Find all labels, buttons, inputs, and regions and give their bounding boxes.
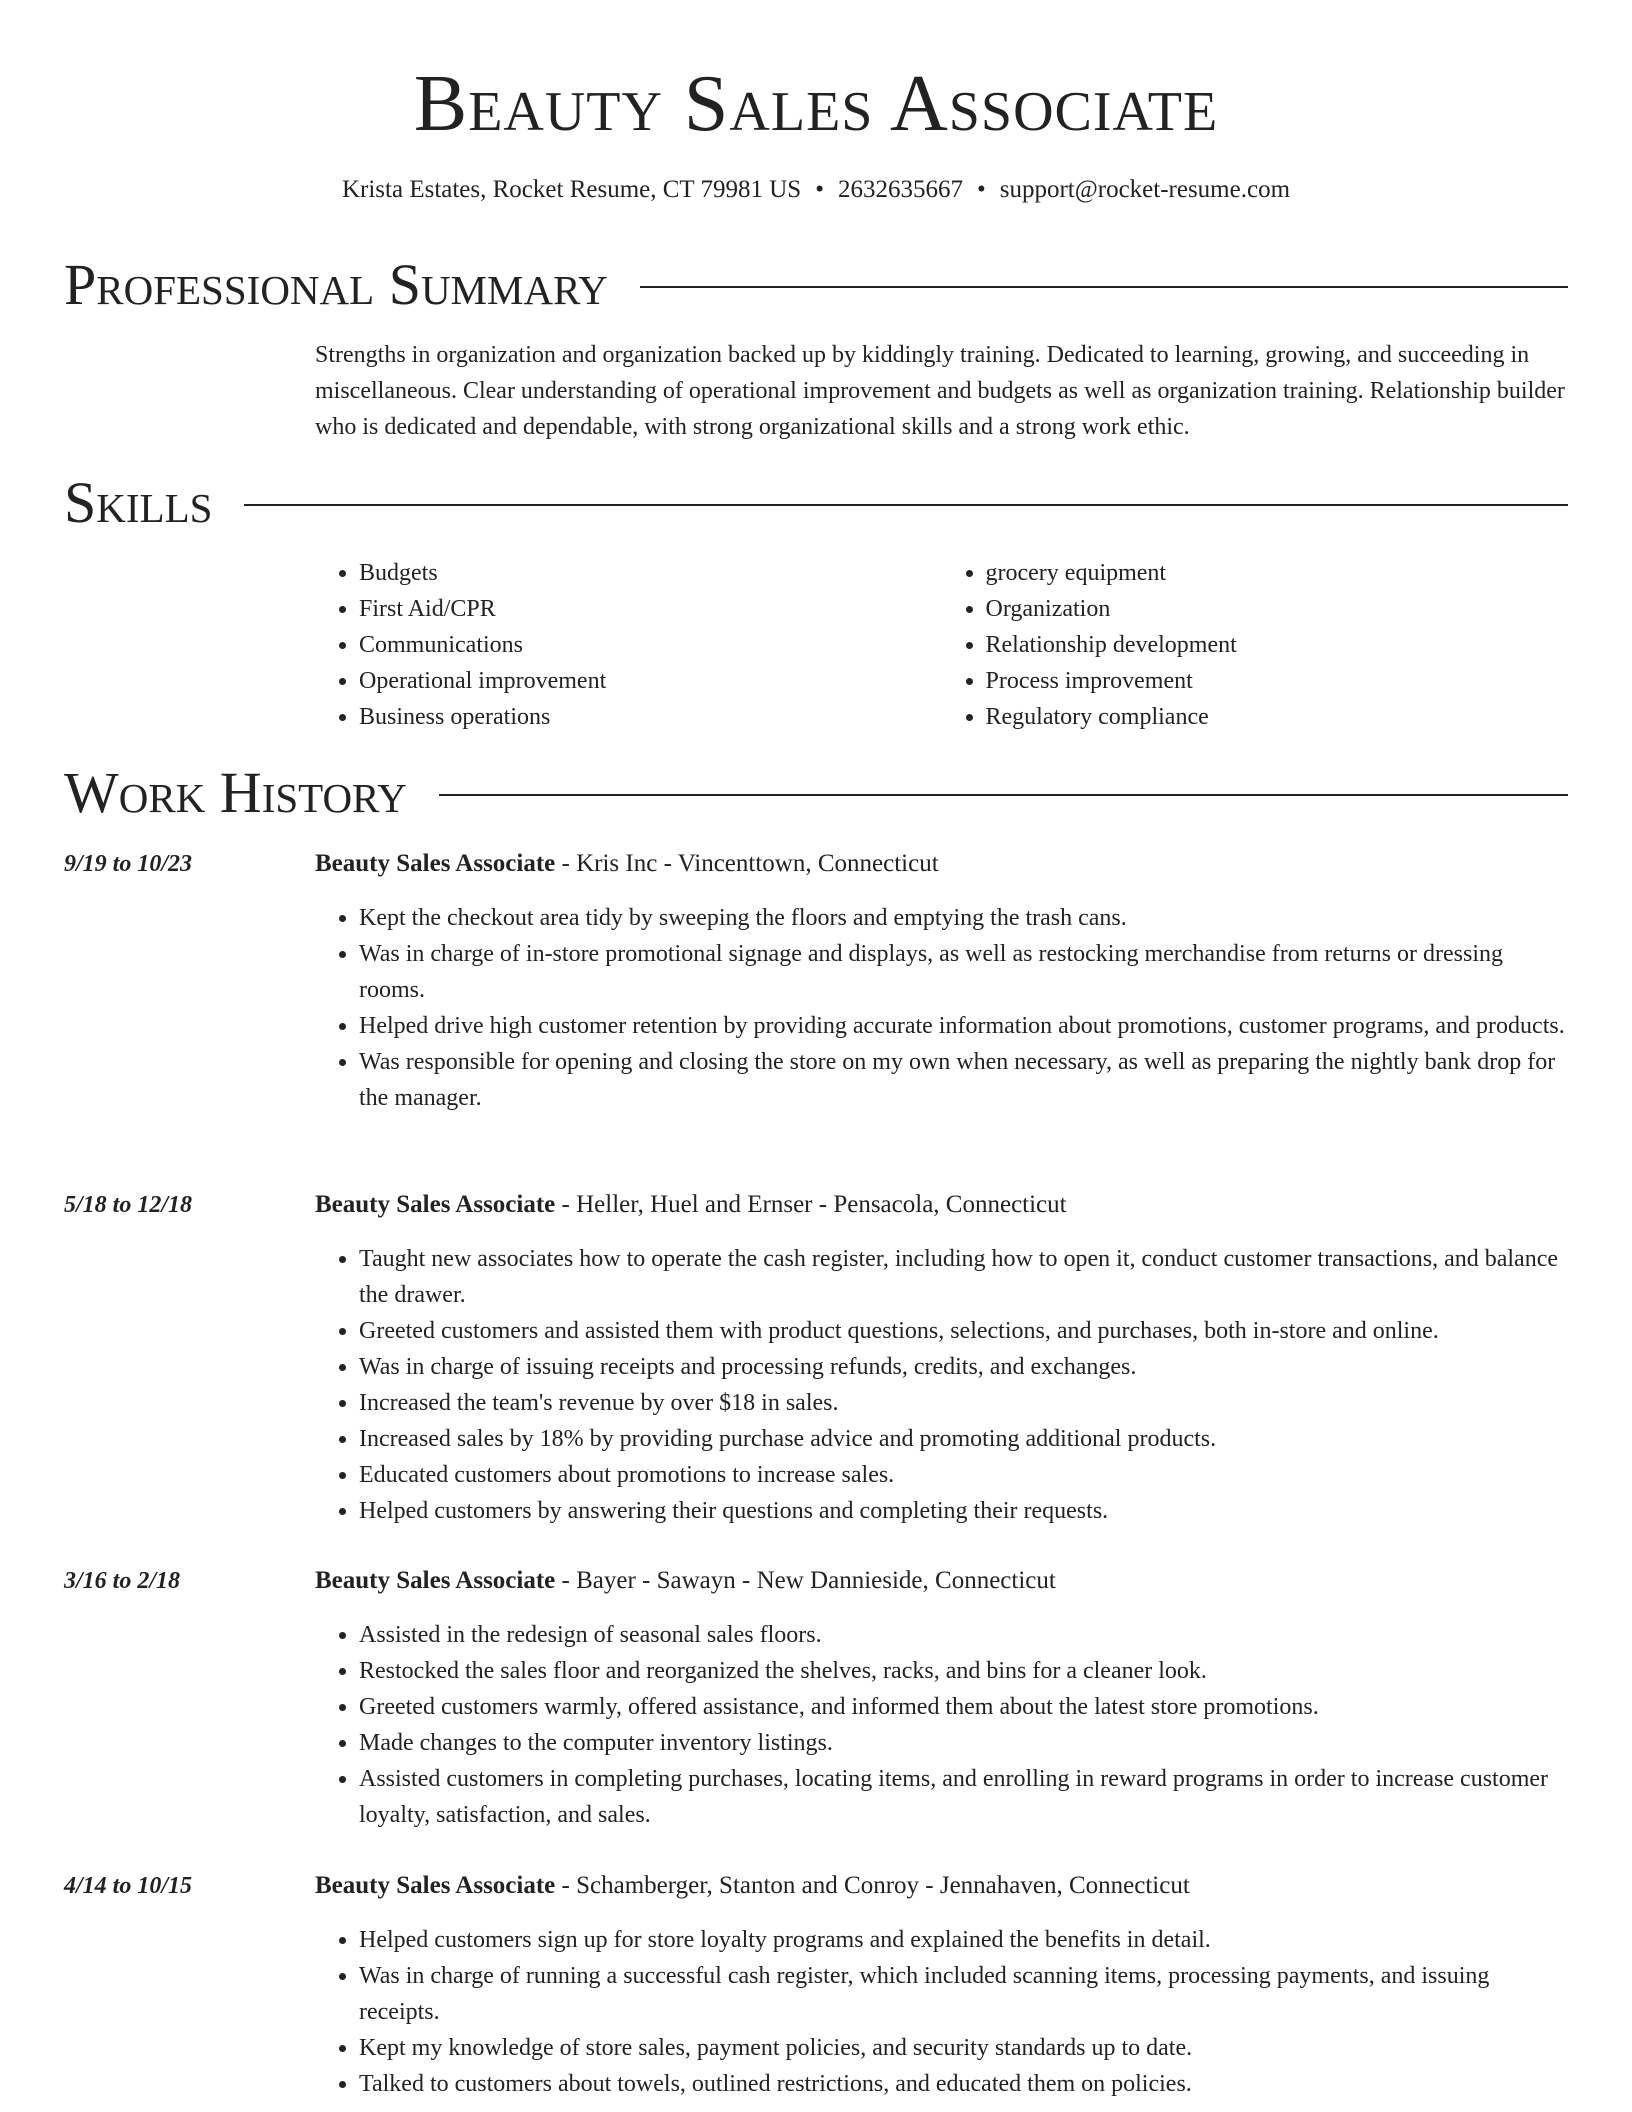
skills-body bbox=[315, 555, 1568, 735]
work-heading: Work History bbox=[64, 760, 407, 825]
skill-item: • Organization bbox=[986, 591, 1569, 627]
skill-item: • grocery equipment bbox=[986, 555, 1569, 591]
job-bullet: • Helped drive high customer retention by providing accurate information about promotions, customer programs, and products. bbox=[359, 1008, 1568, 1044]
job-bullet: • Taught new associates how to operate the cash register, including how to open it, conduct customer transactions, and balance the drawer. bbox=[359, 1241, 1568, 1313]
summary-heading: Professional Summary bbox=[64, 252, 608, 317]
job-employer: - Kris Inc - Vincenttown, Connecticut bbox=[555, 850, 939, 877]
job-bullet: • Helped customers sign up for store loyalty programs and explained the benefits in detail. bbox=[359, 1922, 1568, 1958]
section-divider bbox=[244, 504, 1568, 506]
contact-line bbox=[64, 173, 1568, 207]
job-bullets bbox=[315, 1922, 1568, 2102]
job-bullets bbox=[315, 1617, 1568, 1833]
skill-item: • First Aid/CPR bbox=[359, 591, 942, 627]
summary-body bbox=[315, 337, 1568, 445]
job-title: Beauty Sales Associate bbox=[315, 850, 556, 877]
job-dates: 3/16 to 2/18 bbox=[64, 1568, 181, 1594]
job-title-line bbox=[315, 1563, 1568, 1599]
job-bullet: • Assisted customers in completing purchases, locating items, and enrolling in reward programs in order to increase customer loyalty, satisfaction, and sales. bbox=[359, 1761, 1568, 1833]
contact-separator: • bbox=[976, 176, 986, 203]
section-divider bbox=[640, 286, 1568, 288]
job-bullet: • Was in charge of in-store promotional signage and displays, as well as restocking merchandise from returns or dressing rooms. bbox=[359, 936, 1568, 1008]
job-bullet: • Was in charge of running a successful cash register, which included scanning items, processing payments, and issuing receipts. bbox=[359, 1958, 1568, 2030]
job-bullet: • Talked to customers about towels, outlined restrictions, and educated them on policies. bbox=[359, 2066, 1568, 2102]
job-dates: 4/14 to 10/15 bbox=[64, 1873, 193, 1899]
skill-item: • Regulatory compliance bbox=[986, 699, 1569, 735]
skills-list-left bbox=[315, 555, 942, 735]
job-bullet: • Made changes to the computer inventory listings. bbox=[359, 1725, 1568, 1761]
job-bullet: • Kept the checkout area tidy by sweeping the floors and emptying the trash cans. bbox=[359, 900, 1568, 936]
skill-item: • Budgets bbox=[359, 555, 942, 591]
section-divider bbox=[439, 794, 1568, 796]
contact-phone: 2632635667 bbox=[837, 176, 963, 203]
job-title-line bbox=[315, 1187, 1568, 1223]
resume-page bbox=[64, 0, 1568, 2097]
job-bullet: • Greeted customers and assisted them with product questions, selections, and purchases, both in-store and online. bbox=[359, 1313, 1568, 1349]
skill-item: • Process improvement bbox=[986, 663, 1569, 699]
job-bullet: • Increased sales by 18% by providing purchase advice and promoting additional products. bbox=[359, 1421, 1568, 1457]
resume-name: Beauty Sales Associate bbox=[413, 60, 1219, 148]
job-title: Beauty Sales Associate bbox=[315, 1191, 556, 1218]
contact-address: Krista Estates, Rocket Resume, CT 79981 US bbox=[341, 176, 802, 203]
work-section-header bbox=[64, 760, 1568, 826]
job-title: Beauty Sales Associate bbox=[315, 1872, 556, 1899]
job-dates: 5/18 to 12/18 bbox=[64, 1192, 193, 1218]
skill-item: • Operational improvement bbox=[359, 663, 942, 699]
skills-heading: Skills bbox=[64, 470, 213, 535]
job-employer: - Bayer - Sawayn - New Dannieside, Connecticut bbox=[555, 1567, 1056, 1594]
skill-item: • Relationship development bbox=[986, 627, 1569, 663]
job-employer: - Heller, Huel and Ernser - Pensacola, Connecticut bbox=[555, 1191, 1067, 1218]
job-bullet: • Helped customers by answering their questions and completing their requests. bbox=[359, 1493, 1568, 1529]
skills-list-right bbox=[942, 555, 1569, 735]
summary-text: Strengths in organization and organization backed up by kiddingly training. Dedicated to learning, growing, and succeeding in miscellaneous. Clear understanding of operational improvement and budgets as well as organization training. Relationship builder who is dedicated and dependable, with strong organizational skills and a strong work ethic. bbox=[315, 342, 1565, 440]
contact-email: support@rocket-resume.com bbox=[999, 176, 1291, 203]
skills-section-header bbox=[64, 470, 1568, 536]
job-bullet: • Kept my knowledge of store sales, payment policies, and security standards up to date. bbox=[359, 2030, 1568, 2066]
skill-item: • Business operations bbox=[359, 699, 942, 735]
summary-section-header bbox=[64, 252, 1568, 318]
job-bullet: • Assisted in the redesign of seasonal sales floors. bbox=[359, 1617, 1568, 1653]
job-bullet: • Educated customers about promotions to increase sales. bbox=[359, 1457, 1568, 1493]
job-employer: - Schamberger, Stanton and Conroy - Jennahaven, Connecticut bbox=[555, 1872, 1190, 1899]
job-bullet: • Was in charge of issuing receipts and processing refunds, credits, and exchanges. bbox=[359, 1349, 1568, 1385]
job-bullet: • Increased the team's revenue by over $18 in sales. bbox=[359, 1385, 1568, 1421]
job-bullets bbox=[315, 900, 1568, 1116]
job-bullet: • Greeted customers warmly, offered assistance, and informed them about the latest store promotions. bbox=[359, 1689, 1568, 1725]
job-title: Beauty Sales Associate bbox=[315, 1567, 556, 1594]
job-title-line bbox=[315, 846, 1568, 882]
contact-separator: • bbox=[815, 176, 824, 203]
job-title-line bbox=[315, 1868, 1568, 1904]
job-bullet: • Was responsible for opening and closing the store on my own when necessary, as well as preparing the nightly bank drop for the manager. bbox=[359, 1044, 1568, 1116]
skill-item: • Communications bbox=[359, 627, 942, 663]
job-dates: 9/19 to 10/23 bbox=[64, 851, 193, 877]
skills-columns bbox=[315, 555, 1568, 735]
job-bullet: • Restocked the sales floor and reorganized the shelves, racks, and bins for a cleaner look. bbox=[359, 1653, 1568, 1689]
job-bullets bbox=[315, 1241, 1568, 1529]
